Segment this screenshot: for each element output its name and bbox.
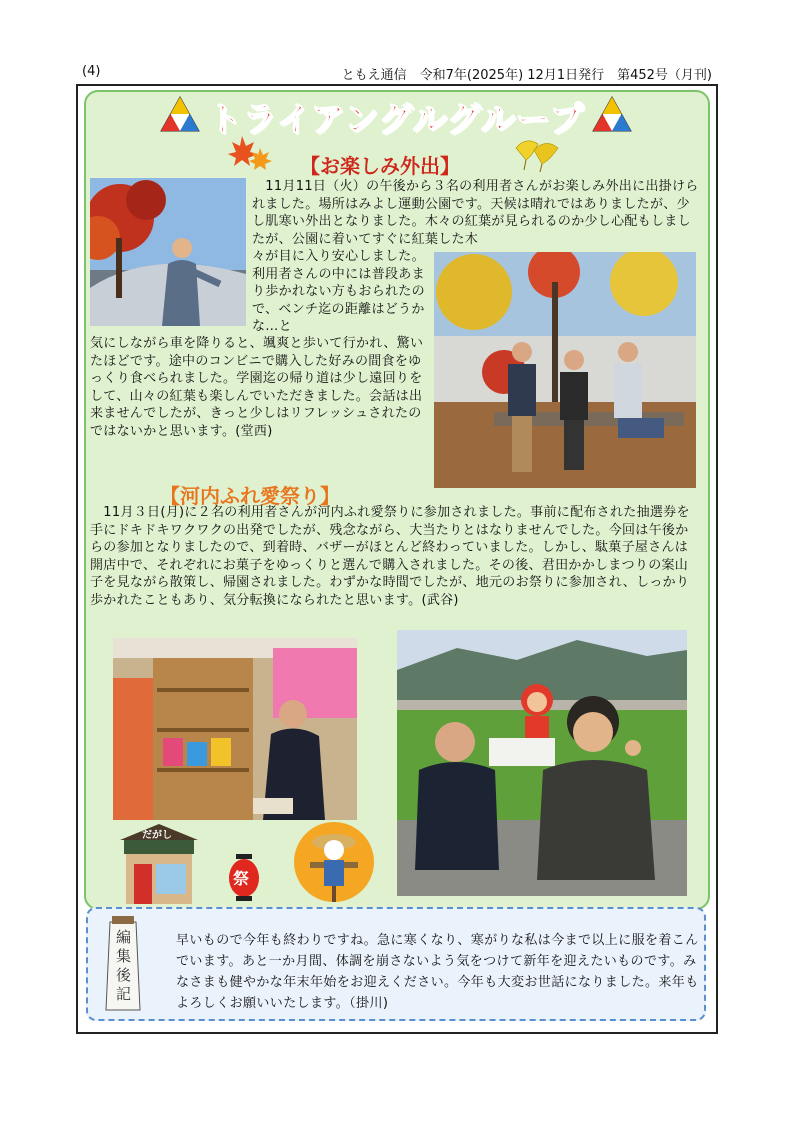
outing-photo-bench: [434, 252, 696, 488]
page-number: (4): [82, 64, 101, 79]
outing-paragraph-mid: 々が目に入り安心しました。利用者さんの中には普段あまり歩かれない方もおられたので、ベンチ迄の距離はどうかな…と: [252, 249, 425, 334]
matsuri-label: 祭: [233, 869, 250, 888]
festival-paragraph: 11月３日(月)に２名の利用者さんが河内ふれ愛祭りに参加されました。事前に配布された抽選券を手にドキドキワクワクの出発でしたが、残念ながら、大当たりとはなりませんでした。今回は午後からの参加となりましたので、到着時、バザーがほとんど終わっていました。しかし、駄菓子屋さんは開店中で、それぞれにお菓子をゆっくりと選んで購入されました。その後、君田かかしまつりの案山子を見ながら散策し、帰園されました。わずかな時間でしたが、地元のお祭りに参加され、しっかり歩かれたこともあり、気分転換になられたと思います。(武谷): [90, 505, 690, 608]
section-heading-festival: 【河内ふれ愛祭り】: [160, 484, 340, 508]
scarecrow-festival-photo: [397, 630, 687, 896]
page-title: トライアングルグループ: [207, 100, 585, 140]
outing-paragraph-top: 11月11日（火）の午後から３名の利用者さんがお楽しみ外出に出掛けられました。場所はみよし運動公園です。天候は晴れではありましたが、少し肌寒い外出となりました。木々の紅葉が見られるのか少し心配もしましたが、公園に着いてすぐに紅葉した木: [252, 179, 699, 247]
maple-leaf-icon: [228, 134, 274, 174]
section-heading-outing: 【お楽しみ外出】: [300, 154, 460, 178]
dagashi-sign: だがし: [142, 830, 172, 841]
triangle-logo-icon: [160, 96, 200, 132]
triangle-logo-icon: [592, 96, 632, 132]
editor-note-tag-text: 編集後記: [116, 928, 132, 1003]
outing-paragraph-bottom: 気にしながら車を降りると、颯爽と歩いて行かれ、驚いたほどです。途中のコンビニで購入した好みの間食をゆっくり食べられました。学園迄の帰り道は少し遠回りをして、山々の紅葉も楽しんでいただきました。会話は出来ませんでしたが、きっと少しはリフレッシュされたのではないかと思います。(堂西): [90, 336, 424, 439]
scarecrow-illustration: [292, 820, 376, 904]
page-header: [82, 64, 712, 82]
outing-photo-man: [90, 178, 246, 326]
ginkgo-leaf-icon: [512, 134, 562, 174]
editor-note-text: 早いもので今年も終わりですね。急に寒くなり、寒がりな私は今まで以上に服を着こんでいます。あと一か月間、体調を崩さないよう気をつけて新年を迎えたいものです。みなさまも健やかな年末年始をお迎えください。今年も大変お世話になりました。来年もよろしくお願いいたします。（掛川): [176, 933, 699, 1011]
issue-info: ともえ通信 令和7年(2025年) 12月1日発行 第452号（月刊): [341, 68, 712, 83]
candy-shop-photo: [113, 638, 357, 820]
